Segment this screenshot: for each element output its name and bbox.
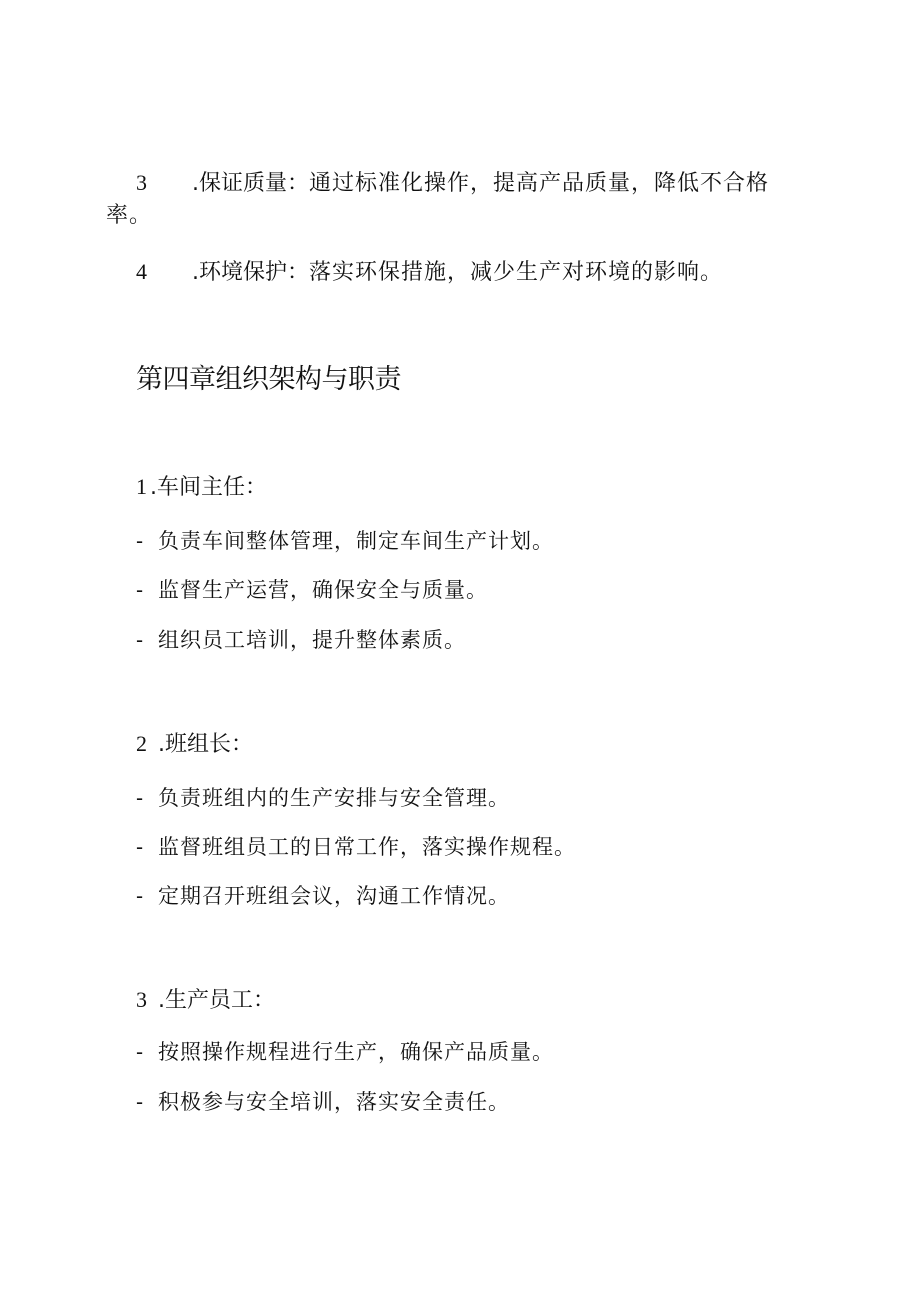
role-number: 1 bbox=[136, 474, 147, 499]
bullet-dash: - bbox=[136, 884, 145, 908]
duty-text: 积极参与安全培训，落实安全责任。 bbox=[158, 1090, 510, 1114]
goal-number: 4 bbox=[136, 259, 147, 284]
goal-description: 通过标准化操作，提高产品质量，降低不合格 bbox=[309, 171, 770, 196]
role-heading bbox=[136, 985, 275, 1016]
bullet-dash: - bbox=[136, 1090, 145, 1114]
bullet-dash: - bbox=[136, 578, 145, 602]
duty-text: 定期召开班组会议，沟通工作情况。 bbox=[158, 884, 510, 908]
bullet-dash: - bbox=[136, 529, 145, 553]
goal-separator: ： bbox=[287, 260, 310, 285]
bullet-dash: - bbox=[136, 628, 145, 652]
duty-item bbox=[136, 1037, 554, 1067]
goal-separator: ： bbox=[287, 171, 310, 196]
goal-description-continued: 率。 bbox=[106, 203, 153, 228]
role-title: .车间主任： bbox=[150, 475, 267, 500]
bullet-dash: - bbox=[136, 786, 145, 810]
role-heading bbox=[136, 472, 267, 503]
bullet-dash: - bbox=[136, 1040, 145, 1064]
goal-number: 3 bbox=[136, 170, 147, 195]
role-title: .班组长： bbox=[158, 732, 253, 757]
duty-text: 组织员工培训，提升整体素质。 bbox=[158, 628, 466, 652]
duty-text: 监督班组员工的日常工作，落实操作规程。 bbox=[158, 835, 576, 859]
goal-item-3 bbox=[136, 168, 769, 199]
goal-term: .保证质量 bbox=[192, 171, 287, 196]
bullet-dash: - bbox=[136, 835, 145, 859]
duty-item bbox=[136, 1087, 510, 1117]
duty-text: 按照操作规程进行生产，确保产品质量。 bbox=[158, 1040, 554, 1064]
duty-item bbox=[136, 526, 554, 556]
role-number: 2 bbox=[136, 731, 147, 756]
duty-item bbox=[136, 881, 510, 911]
duty-item bbox=[136, 783, 510, 813]
role-title: .生产员工： bbox=[158, 988, 275, 1013]
goal-item-4 bbox=[136, 257, 723, 288]
duty-item bbox=[136, 625, 466, 655]
chapter-title: 第四章组织架构与职责 bbox=[136, 364, 401, 395]
goal-description: 落实环保措施，减少生产对环境的影响。 bbox=[309, 260, 724, 285]
goal-term: .环境保护 bbox=[192, 260, 287, 285]
role-heading bbox=[136, 729, 253, 760]
role-number: 3 bbox=[136, 987, 147, 1012]
duty-text: 负责车间整体管理，制定车间生产计划。 bbox=[158, 529, 554, 553]
duty-item bbox=[136, 575, 488, 605]
duty-text: 负责班组内的生产安排与安全管理。 bbox=[158, 786, 510, 810]
duty-text: 监督生产运营，确保安全与质量。 bbox=[158, 578, 488, 602]
duty-item bbox=[136, 832, 576, 862]
